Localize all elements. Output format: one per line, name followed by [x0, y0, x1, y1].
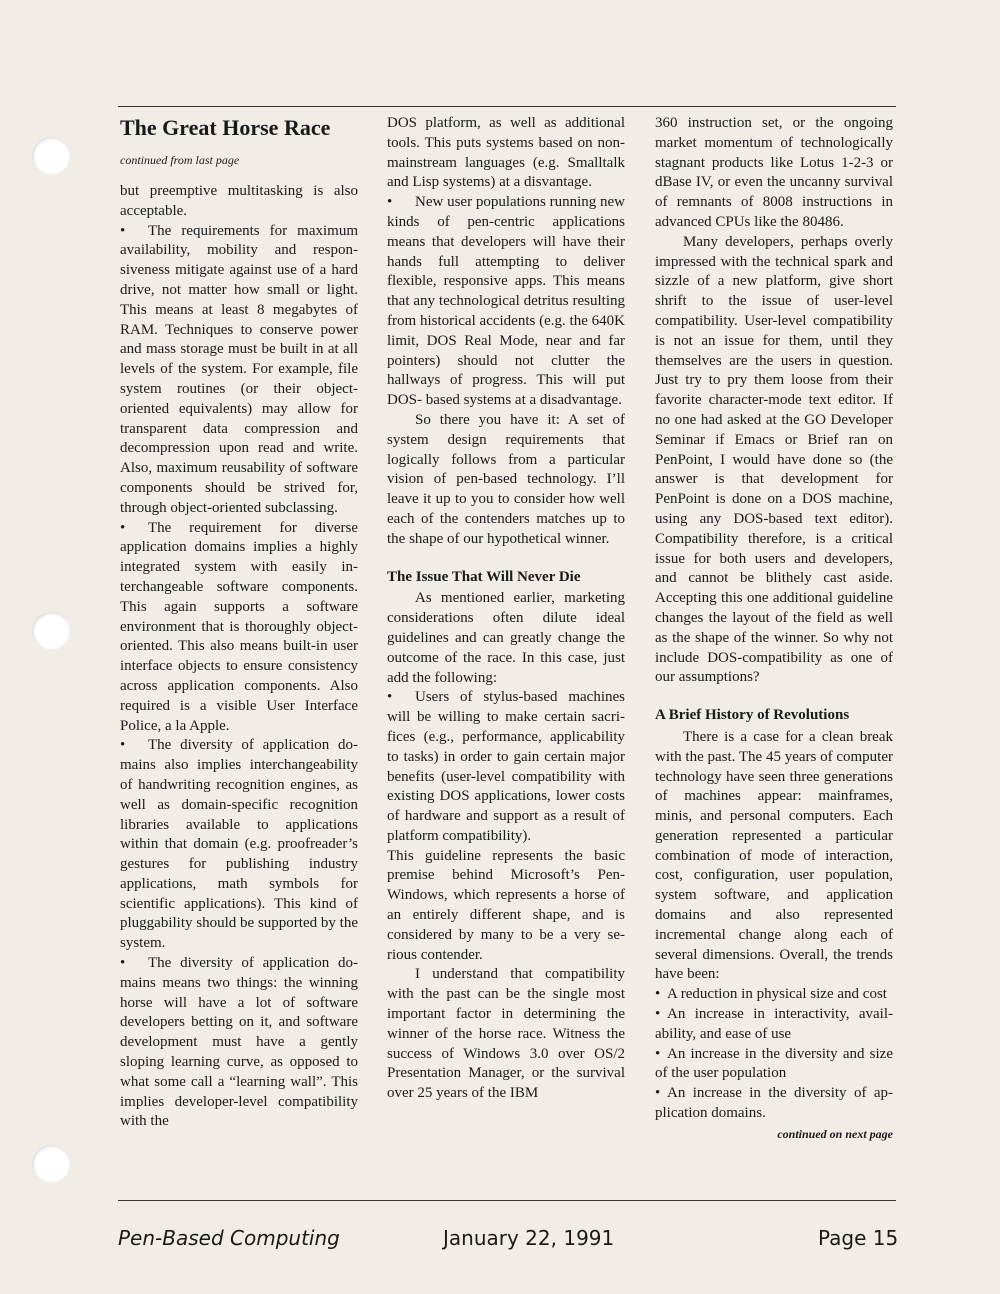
- continued-next-note: continued on next page: [777, 1126, 893, 1141]
- bullet-item: [120, 736, 358, 954]
- bullet-item: [387, 193, 625, 411]
- bullet-item: [655, 1045, 893, 1085]
- bullet-text: The requirement for diverse application domains implies a highly integrated system with easily interchangeable software components. This again supports a software environment that is thoroughly object-oriented. This also means built-in user interface objects to ensure consistency across application components. Also required is a visible User Interface Police, a la Apple.: [120, 519, 358, 734]
- binder-hole-middle: [32, 612, 70, 650]
- footer-publication: Pen-Based Computing: [118, 1226, 340, 1250]
- section-heading: A Brief History of Revolutions: [655, 707, 850, 724]
- bullet-item: [655, 1084, 893, 1124]
- paragraph: Many developers, perhaps overly impressed with the technical spark and sizzle of a new platform, give short shrift to the issue of user-level compatibility. User-level compatibility is not an issue for them, until they themselves are the users in question. Just try to pry them loose from their favorite character-mode text editor. If no one had asked at the GO Developer Seminar if Emacs or Brief ran on PenPoint, I would have done so (the answer is that development for PenPoint is done on a DOS machine, using any DOS-based text editor). Compatibility therefore, is a critical issue for both users and developers, and cannot be blithely cast aside. Accepting this one additional guideline changes the layout of the field as well as the shape of the winner. So why not include DOS-compatibility as one of our assumptions?: [655, 233, 893, 686]
- bullet-text: An increase in interactivity, availability, and ease of use: [655, 1006, 893, 1042]
- bullet-text: The requirements for maximum availability, mobility and responsiveness mitigate against use of a hard drive, not matter how small or light. This means at least 8 megabytes of RAM. Techniques to conserve power and mass storage must be built in at all levels of the system. For example, file system routines (or their object-oriented equivalents) may allow for transparent data compression and decompression upon read and write. Also, maximum reusability of software components should be strived for, through object-oriented subclassing.: [120, 222, 358, 516]
- bullet-icon: •: [120, 955, 126, 972]
- top-rule: [118, 106, 896, 107]
- paragraph: but preemptive multitasking is also acceptable.: [120, 183, 358, 219]
- bullet-icon: •: [655, 1045, 661, 1062]
- bullet-text: The diversity of application domains also implies interchangeability of handwriting recognition engines, as well as domain-specific recognition libraries available to applications within that domain (e.g. proofreader’s gestures for publishing industry applications, math symbols for scientific applications). This kind of pluggability should be supported by the system.: [120, 737, 358, 952]
- paragraph: I understand that compatibility with the past can be the single most important factor in determining the winner of the horse race. Witness the success of Windows 3.0 over OS/2 Presentation Manager, or the survival over 25 years of the IBM: [387, 966, 625, 1102]
- footer-page-number: Page 15: [818, 1226, 899, 1250]
- paragraph: There is a case for a clean break with the past. The 45 years of computer technology have seen three generations of machines appear: mainframes, minis, and personal computers. Each generation represented a particular combination of mode of interaction, cost, configuration, user population, system software, and application domains and also represented incremental change along each of several dimensions. Overall, the trends have been:: [655, 728, 893, 983]
- paragraph: DOS platform, as well as additional tools. This puts systems based on non-mainstream languages (e.g. Smalltalk and Lisp systems) at a disvantage.: [387, 115, 625, 191]
- bullet-item: [655, 1005, 893, 1045]
- bullet-text: A reduction in physical size and cost: [667, 986, 887, 1003]
- column-3: [655, 114, 893, 1142]
- bullet-text: An increase in the diversity and size of the user population: [655, 1045, 893, 1082]
- bullet-icon: •: [387, 689, 393, 706]
- paragraph: So there you have it: A set of system design requirements that logically follows from a particular vision of pen-based technology. I’ll leave it up to you to consider how well each of the contenders matches up to the shape of our hypothetical winner.: [387, 411, 625, 547]
- binder-hole-bottom: [32, 1145, 70, 1183]
- paragraph: 360 instruction set, or the ongoing market momentum of technologically stagnant products like Lotus 1-2-3 or dBase IV, or even the uncanny survival of remnants of 8008 instructions in advanced CPUs like the 80486.: [655, 115, 893, 230]
- paragraph: As mentioned earlier, marketing considerations often dilute ideal guidelines and can greatly change the outcome of the race. In this case, just add the following:: [387, 590, 625, 686]
- paragraph: This guideline represents the basic premise behind Microsoft’s Pen-Windows, which represents a horse of an entirely different shape, and is considered by many to be a very serious contender.: [387, 847, 625, 963]
- bullet-icon: •: [655, 986, 661, 1003]
- section-heading: The Issue That Will Never Die: [387, 568, 581, 585]
- binder-hole-top: [32, 137, 70, 175]
- bullet-icon: •: [655, 1085, 661, 1102]
- column-2: [387, 114, 625, 1104]
- footer-date: January 22, 1991: [443, 1226, 615, 1250]
- bullet-icon: •: [120, 737, 126, 754]
- bullet-text: Users of stylus-based machines will be willing to make certain sacrifices (e.g., performance, applicability to tasks) in order to gain certain major benefits (user-level compatibility with existing DOS applications, lower costs of hardware and support as a result of platform compatibility).: [387, 689, 625, 844]
- bullet-item: [387, 688, 625, 846]
- bullet-text: An increase in the diversity of application domains.: [655, 1085, 893, 1122]
- bullet-item: [655, 985, 893, 1005]
- continued-from-note: continued from last page: [120, 153, 240, 167]
- column-1: [120, 114, 358, 1132]
- article-title: The Great Horse Race: [120, 115, 331, 140]
- bullet-item: [120, 222, 358, 519]
- bullet-text: The diversity of application domains means two things: the winning horse will have a lot of software developers betting on it, and software development must have a gently sloping learning curve, as opposed to what some call a “learning wall”. This implies developer-level compatibility with the: [120, 955, 358, 1130]
- bullet-icon: •: [120, 222, 126, 239]
- bullet-icon: •: [387, 194, 393, 211]
- bullet-icon: •: [655, 1006, 661, 1023]
- bullet-icon: •: [120, 519, 126, 536]
- bottom-rule: [118, 1200, 896, 1201]
- bullet-item: [120, 954, 358, 1132]
- bullet-item: [120, 519, 358, 737]
- bullet-text: New user populations running new kinds of pen-centric applications means that developers will have their hands full attempting to deliver flexible, responsive apps. This means that any technological detritus resulting from historical accidents (e.g. the 640K limit, DOS Real Mode, near and far pointers) should not clutter the hallways of progress. This will put DOS- based systems at a disadvantage.: [387, 194, 625, 409]
